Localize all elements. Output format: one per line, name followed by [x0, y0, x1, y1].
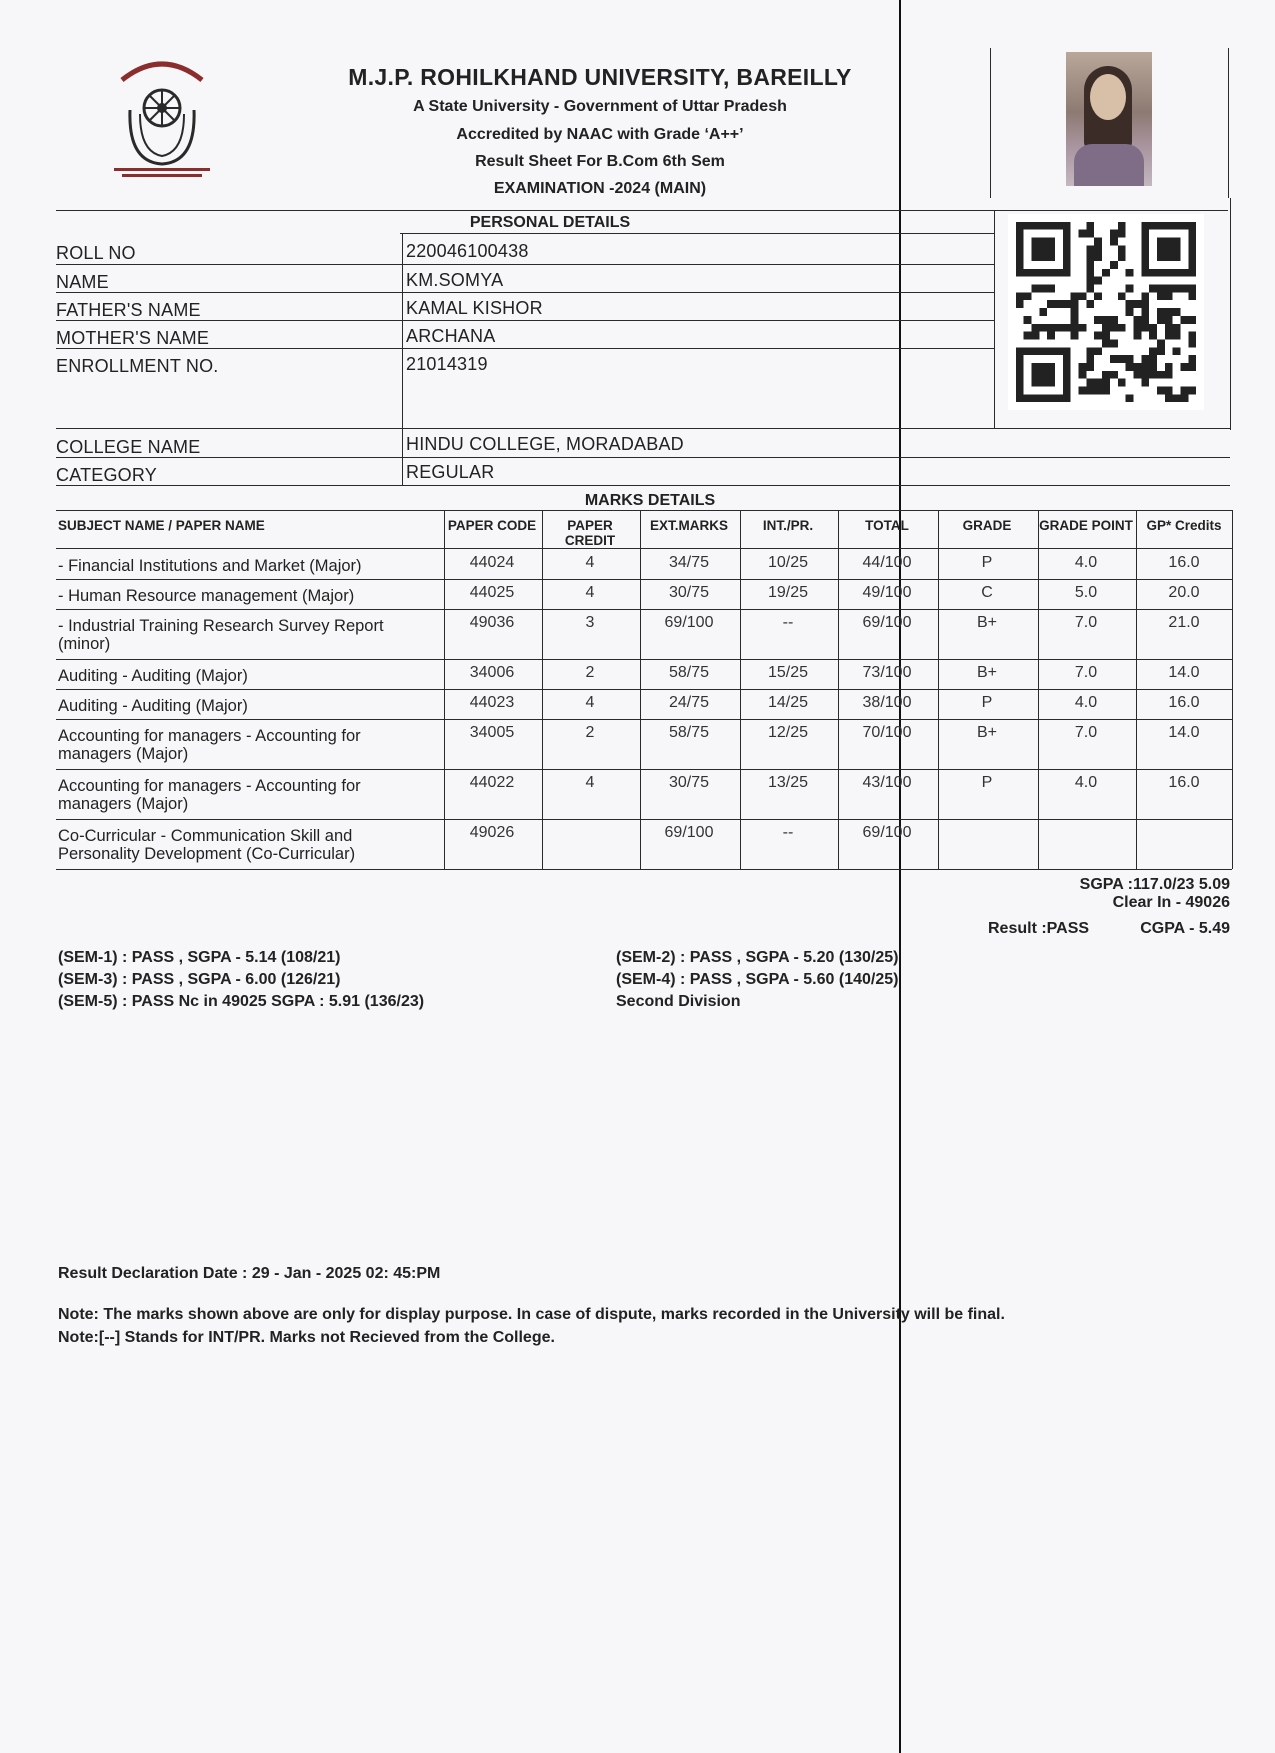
cell-ext: 69/100: [664, 614, 714, 631]
cell-gp: 5.0: [1074, 584, 1098, 601]
fathers-name-label: FATHER'S NAME: [56, 300, 201, 320]
header-paper-credit: PAPER CREDIT: [564, 518, 616, 548]
row-rule: [56, 264, 994, 265]
cell-gpc: 20.0: [1168, 584, 1200, 601]
result-status: Result :PASS: [988, 920, 1090, 937]
subject-name: - Financial Institutions and Market (Major): [58, 557, 362, 575]
cell-credit: 3: [585, 614, 595, 631]
cell-int: 15/25: [767, 664, 809, 681]
sem2-result: (SEM-2) : PASS , SGPA - 5.20 (130/25): [616, 949, 899, 966]
mothers-name-label: MOTHER'S NAME: [56, 328, 210, 348]
header-rule: [56, 210, 1228, 211]
cell-credit: 4: [585, 554, 595, 571]
cell-ext: 58/75: [668, 664, 710, 681]
header-total: TOTAL: [865, 518, 909, 533]
cell-grade: P: [981, 774, 993, 791]
photo-box-right-border: [1228, 48, 1229, 198]
table-row-rule: [56, 609, 1232, 610]
university-name: M.J.P. ROHILKHAND UNIVERSITY, BAREILLY: [348, 64, 852, 90]
personal-details-title: PERSONAL DETAILS: [469, 214, 631, 231]
cell-gp: 7.0: [1074, 724, 1098, 741]
sgpa-value: SGPA :117.0/23 5.09: [1079, 876, 1230, 893]
table-column-divider: [444, 510, 445, 869]
cell-code: 49036: [469, 614, 515, 631]
subject-name: Accounting for managers - Accounting for managers (Major): [58, 777, 361, 813]
cell-ext: 34/75: [668, 554, 710, 571]
table-row-rule: [56, 659, 1232, 660]
cell-gpc: 16.0: [1168, 694, 1200, 711]
header-subject: SUBJECT NAME / PAPER NAME: [58, 518, 265, 533]
name-label: NAME: [56, 272, 109, 292]
sem1-result: (SEM-1) : PASS , SGPA - 5.14 (108/21): [58, 949, 341, 966]
cell-code: 44022: [469, 774, 515, 791]
photo-box-left-border: [990, 48, 991, 198]
marks-details-title: MARKS DETAILS: [584, 492, 716, 509]
note-display-purpose: Note: The marks shown above are only for display purpose. In case of dispute, marks recorded in the University will be final.: [58, 1306, 1005, 1323]
mothers-name-value: ARCHANA: [406, 326, 496, 346]
table-row-rule: [56, 579, 1232, 580]
sem3-result: (SEM-3) : PASS , SGPA - 6.00 (126/21): [58, 971, 341, 988]
cell-ext: 69/100: [664, 824, 714, 841]
sem4-result: (SEM-4) : PASS , SGPA - 5.60 (140/25): [616, 971, 899, 988]
table-column-divider: [640, 510, 641, 869]
cell-ext: 24/75: [668, 694, 710, 711]
cell-credit: 4: [585, 774, 595, 791]
cell-gpc: 21.0: [1168, 614, 1200, 631]
cell-code: 44023: [469, 694, 515, 711]
subject-name: Co-Curricular - Communication Skill and Personality Development (Co-Curricular): [58, 827, 356, 863]
enrollment-no-label: ENROLLMENT NO.: [56, 356, 219, 376]
cell-int: 13/25: [767, 774, 809, 791]
table-column-divider: [1232, 510, 1233, 869]
cell-code: 44025: [469, 584, 515, 601]
personal-column-divider: [402, 234, 403, 486]
division: Second Division: [616, 993, 741, 1010]
cell-total: 38/100: [862, 694, 912, 711]
subject-name: Auditing - Auditing (Major): [58, 697, 248, 715]
cell-gpc: 14.0: [1168, 724, 1200, 741]
row-rule: [56, 348, 994, 349]
table-column-divider: [838, 510, 839, 869]
cell-code: 49026: [469, 824, 515, 841]
table-column-divider: [542, 510, 543, 869]
cell-credit: 4: [585, 694, 595, 711]
cell-int: 10/25: [767, 554, 809, 571]
subject-name: Auditing - Auditing (Major): [58, 667, 248, 685]
examination-line: EXAMINATION -2024 (MAIN): [493, 180, 707, 197]
cell-grade: P: [981, 554, 993, 571]
cell-gp: 7.0: [1074, 614, 1098, 631]
cell-gp: 4.0: [1074, 694, 1098, 711]
qr-code: [1008, 212, 1204, 412]
cell-grade: B+: [976, 614, 997, 631]
table-row-rule: [56, 719, 1232, 720]
cell-gpc: 14.0: [1168, 664, 1200, 681]
qr-box-left-border: [994, 210, 995, 428]
cell-total: 69/100: [862, 614, 912, 631]
cell-gpc: 16.0: [1168, 774, 1200, 791]
result-sheet-line: Result Sheet For B.Com 6th Sem: [475, 153, 725, 170]
table-column-divider: [938, 510, 939, 869]
result-declaration-date: Result Declaration Date : 29 - Jan - 2025 02: 45:PM: [58, 1265, 441, 1282]
cell-credit: 2: [585, 664, 595, 681]
header-gp-credits: GP* Credits: [1146, 518, 1222, 533]
page-fold-line: [899, 0, 901, 1753]
cell-int: 12/25: [767, 724, 809, 741]
enrollment-no-value: 21014319: [406, 354, 488, 374]
name-value: KM.SOMYA: [406, 270, 504, 290]
fathers-name-value: KAMAL KISHOR: [406, 298, 543, 318]
clear-in-value: Clear In - 49026: [1112, 894, 1230, 911]
header-grade: GRADE: [962, 518, 1012, 533]
subject-name: Accounting for managers - Accounting for managers (Major): [58, 727, 361, 763]
cell-code: 34006: [469, 664, 515, 681]
cell-gp: 4.0: [1074, 554, 1098, 571]
category-value: REGULAR: [406, 462, 495, 482]
row-rule: [56, 320, 994, 321]
row-rule: [56, 485, 1230, 486]
table-row-rule: [56, 769, 1232, 770]
table-row-rule: [56, 819, 1232, 820]
category-label: CATEGORY: [56, 465, 157, 485]
cell-int: --: [782, 614, 794, 631]
cell-ext: 30/75: [668, 774, 710, 791]
subject-name: - Human Resource management (Major): [58, 587, 355, 605]
header-paper-code: PAPER CODE: [447, 518, 537, 533]
state-university-line: A State University - Government of Uttar Pradesh: [413, 98, 787, 115]
cell-grade: C: [981, 584, 993, 601]
cell-total: 69/100: [862, 824, 912, 841]
table-top-rule: [56, 510, 1232, 511]
cell-gpc: 16.0: [1168, 554, 1200, 571]
header-grade-point: GRADE POINT: [1039, 518, 1133, 533]
cell-ext: 30/75: [668, 584, 710, 601]
row-rule: [56, 457, 1230, 458]
roll-no-label: ROLL NO: [56, 243, 136, 263]
table-row-rule: [56, 869, 1232, 870]
cell-grade: B+: [976, 664, 997, 681]
cell-int: --: [782, 824, 794, 841]
header-int-pr: INT./PR.: [762, 518, 814, 533]
cgpa-value: CGPA - 5.49: [1140, 920, 1230, 937]
college-name-label: COLLEGE NAME: [56, 437, 201, 457]
subject-name: - Industrial Training Research Survey Report (minor): [58, 617, 384, 653]
cell-total: 70/100: [862, 724, 912, 741]
naac-accreditation-line: Accredited by NAAC with Grade ‘A++’: [456, 126, 744, 143]
cell-grade: B+: [976, 724, 997, 741]
cell-code: 34005: [469, 724, 515, 741]
university-logo: [100, 52, 224, 182]
cell-total: 43/100: [862, 774, 912, 791]
qr-box-right-border: [1230, 198, 1231, 430]
personal-title-rule: [400, 233, 994, 234]
cell-credit: 2: [585, 724, 595, 741]
sem5-result: (SEM-5) : PASS Nc in 49025 SGPA : 5.91 (136/23): [58, 993, 425, 1010]
cell-ext: 58/75: [668, 724, 710, 741]
table-header-rule: [56, 548, 1232, 549]
college-name-value: HINDU COLLEGE, MORADABAD: [406, 434, 684, 454]
header-ext-marks: EXT.MARKS: [649, 518, 728, 533]
cell-gp: 4.0: [1074, 774, 1098, 791]
cell-credit: 4: [585, 584, 595, 601]
cell-gp: 7.0: [1074, 664, 1098, 681]
row-rule: [56, 428, 1230, 429]
cell-total: 73/100: [862, 664, 912, 681]
cell-code: 44024: [469, 554, 515, 571]
table-column-divider: [1038, 510, 1039, 869]
student-photo: [1066, 52, 1152, 186]
table-column-divider: [740, 510, 741, 869]
note-int-pr: Note:[--] Stands for INT/PR. Marks not Recieved from the College.: [58, 1329, 555, 1346]
table-row-rule: [56, 689, 1232, 690]
row-rule: [56, 292, 994, 293]
cell-total: 44/100: [862, 554, 912, 571]
table-column-divider: [1136, 510, 1137, 869]
cell-total: 49/100: [862, 584, 912, 601]
roll-no-value: 220046100438: [406, 241, 529, 261]
cell-grade: P: [981, 694, 993, 711]
cell-int: 19/25: [767, 584, 809, 601]
cell-int: 14/25: [767, 694, 809, 711]
